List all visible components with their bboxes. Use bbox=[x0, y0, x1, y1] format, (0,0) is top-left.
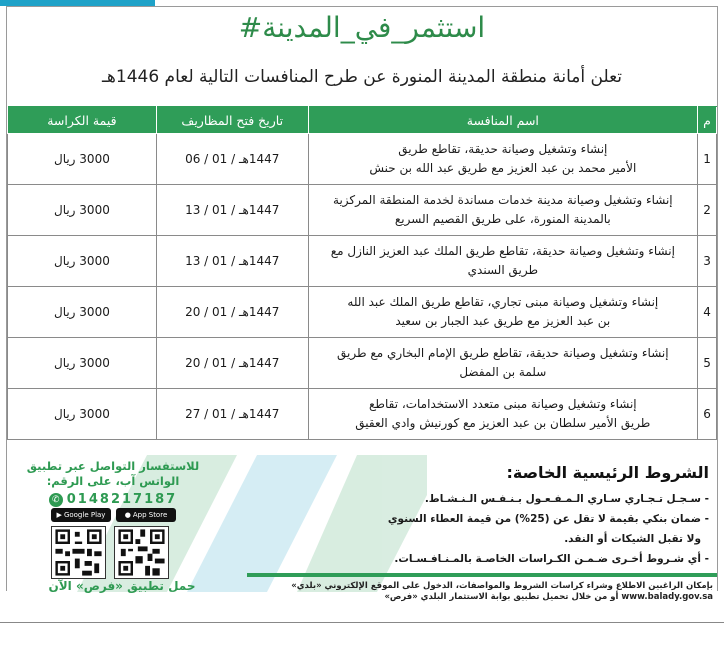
header-tender-name: اسم المنافسة bbox=[308, 107, 697, 134]
row-number: 5 bbox=[698, 338, 717, 389]
apple-icon: ● bbox=[124, 511, 131, 519]
tender-name bbox=[308, 287, 697, 338]
whatsapp-icon: ✆ bbox=[49, 493, 63, 507]
table-header-row bbox=[8, 107, 717, 134]
booklet-price: 3000 ريال bbox=[8, 236, 157, 287]
app-store-badges bbox=[51, 508, 176, 522]
footer-note-line1: بإمكان الراغبين الاطلاع وشراء كراسات الشروط والمواصفات، الدخول على الموقع الإلكتروني «بلدي» bbox=[291, 581, 713, 591]
tender-name-line1: إنشاء وتشغيل وصيانة مدينة خدمات مساندة لخدمة المنطقة المركزية bbox=[333, 193, 673, 207]
opening-date: 1447هـ / 01 / 20 bbox=[156, 287, 308, 338]
bottom-section bbox=[7, 455, 717, 602]
qr-code-icon[interactable] bbox=[114, 526, 169, 579]
booklet-price: 3000 ريال bbox=[8, 134, 157, 185]
tender-name-line1: إنشاء وتشغيل وصيانة حديقة، تقاطع طريق الإمام البخاري مع طريق bbox=[337, 346, 669, 360]
page-separator-line bbox=[0, 622, 724, 623]
opening-date: 1447هـ / 01 / 06 bbox=[156, 134, 308, 185]
row-number: 4 bbox=[698, 287, 717, 338]
opening-date: 1447هـ / 01 / 13 bbox=[156, 236, 308, 287]
header-opening-date: تاريخ فتح المظاريف bbox=[156, 107, 308, 134]
booklet-price: 3000 ريال bbox=[8, 338, 157, 389]
footer-divider bbox=[247, 573, 717, 577]
google-play-label: Google Play bbox=[63, 511, 106, 519]
tender-name-line2: بن عبد العزيز مع طريق عبد الجبار بن سعيد bbox=[395, 314, 611, 328]
footer-note bbox=[243, 581, 713, 603]
contact-line1: للاستفسار التواصل عبر تطبيق bbox=[26, 459, 200, 473]
contact-block bbox=[13, 459, 213, 507]
qr-codes bbox=[51, 526, 176, 579]
table-row bbox=[8, 236, 717, 287]
header-booklet-price: قيمة الكراسة bbox=[8, 107, 157, 134]
condition-item: - سـجـل تـجـاري سـاري الـمـفـعـول بـنـفـس الـنـشـاط. bbox=[424, 493, 709, 505]
tender-name-line2: طريق السندي bbox=[467, 263, 538, 277]
table-row bbox=[8, 185, 717, 236]
row-number: 3 bbox=[698, 236, 717, 287]
tender-name bbox=[308, 389, 697, 440]
tender-name-line1: إنشاء وتشغيل وصيانة حديقة، تقاطع طريق bbox=[398, 142, 608, 156]
tender-name bbox=[308, 338, 697, 389]
opening-date: 1447هـ / 01 / 13 bbox=[156, 185, 308, 236]
download-app-text: حمل تطبيق «فرص» الآن bbox=[48, 579, 196, 593]
phone-row[interactable] bbox=[13, 492, 213, 507]
tender-name-line1: إنشاء وتشغيل وصيانة مبنى تجاري، تقاطع طريق الملك عبد الله bbox=[347, 295, 659, 309]
opening-date: 1447هـ / 01 / 27 bbox=[156, 389, 308, 440]
row-number: 6 bbox=[698, 389, 717, 440]
condition-item: ولا تقبل الشيكات أو النقد. bbox=[564, 533, 701, 545]
booklet-price: 3000 ريال bbox=[8, 389, 157, 440]
tender-name-line2: سلمة بن المفضل bbox=[459, 365, 547, 379]
table-row bbox=[8, 287, 717, 338]
row-number: 2 bbox=[698, 185, 717, 236]
table-row bbox=[8, 134, 717, 185]
tender-name-line2: الأمير محمد بن عبد العزيز مع طريق عبد الله بن حنش bbox=[369, 161, 637, 175]
footer-note-line2[interactable]: www.balady.gov.sa أو من خلال تحميل تطبيق بوابة الاستثمار البلدي «فرص» bbox=[384, 592, 713, 602]
tender-name-line1: إنشاء وتشغيل وصيانة حديقة، تقاطع طريق الملك عبد العزيز النازل مع bbox=[330, 244, 675, 258]
header-number: م bbox=[698, 107, 717, 134]
booklet-price: 3000 ريال bbox=[8, 185, 157, 236]
row-number: 1 bbox=[698, 134, 717, 185]
condition-item: - ضمان بنكي بقيمة لا تقل عن (25%) من قيمة العطاء السنوي bbox=[387, 513, 709, 525]
tenders-table bbox=[7, 106, 717, 440]
tender-name bbox=[308, 236, 697, 287]
announcement-card bbox=[6, 6, 718, 602]
conditions-block bbox=[289, 463, 709, 569]
play-icon: ▶ bbox=[56, 511, 62, 519]
campaign-hashtag: #استثمر_في_المدينة bbox=[238, 11, 486, 44]
contact-line2: الواتس آب، على الرقم: bbox=[46, 474, 180, 488]
booklet-price: 3000 ريال bbox=[8, 287, 157, 338]
tender-name-line2: بالمدينة المنورة، على طريق القصيم السريع bbox=[394, 212, 611, 226]
tender-name-line2: طريق الأمير سلطان بن عبد العزيز مع كورنيش وادي العقيق bbox=[355, 416, 651, 430]
qr-code-icon[interactable] bbox=[51, 526, 106, 579]
announcement-subtitle: تعلن أمانة منطقة المدينة المنورة عن طرح المنافسات التالية لعام 1446هـ bbox=[101, 67, 623, 87]
whatsapp-phone-number[interactable]: 0148217187 bbox=[66, 492, 178, 507]
app-store-button[interactable] bbox=[116, 508, 176, 522]
table-row bbox=[8, 338, 717, 389]
app-store-label: App Store bbox=[132, 511, 168, 519]
table-row bbox=[8, 389, 717, 440]
tender-name bbox=[308, 134, 697, 185]
condition-item: - أي شـروط أخـرى ضـمـن الكـراسات الخاصـة بالمـنـافـسـات. bbox=[394, 553, 709, 565]
tender-name-line1: إنشاء وتشغيل وصيانة مبنى متعدد الاستخدامات، تقاطع bbox=[369, 397, 637, 411]
opening-date: 1447هـ / 01 / 20 bbox=[156, 338, 308, 389]
tender-name bbox=[308, 185, 697, 236]
google-play-button[interactable] bbox=[51, 508, 111, 522]
conditions-title: الشروط الرئيسية الخاصة: bbox=[506, 463, 709, 482]
